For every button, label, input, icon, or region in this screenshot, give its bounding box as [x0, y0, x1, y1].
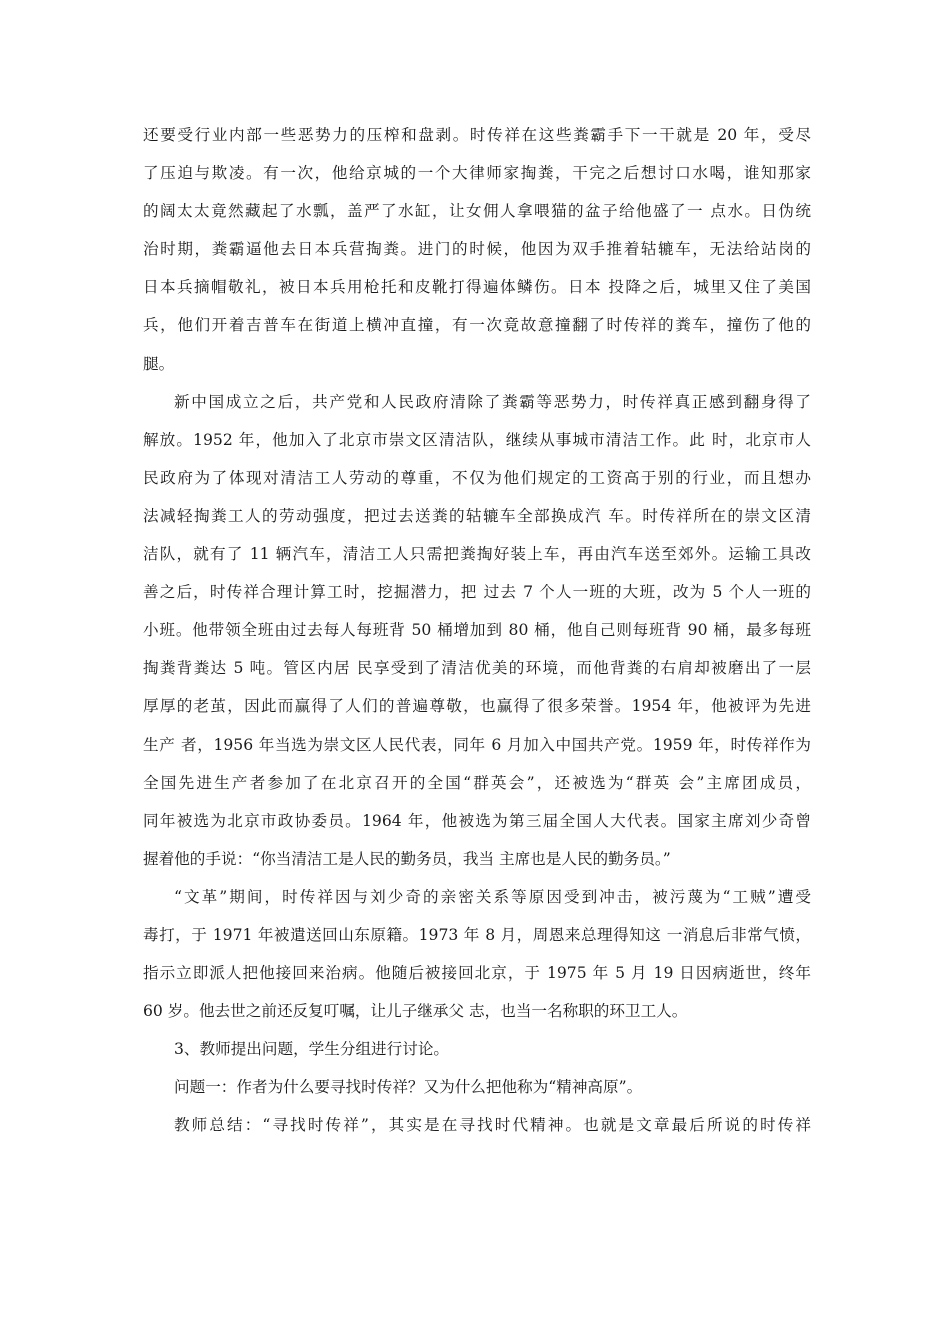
text-line: 洁队，就有了 11 辆汽车，清洁工人只需把粪掏好装上车，再由汽车送至郊外。运输工具改	[143, 545, 811, 564]
document-body	[143, 116, 811, 1145]
text-line: 生产 者，1956 年当选为崇文区人民代表，同年 6 月加入中国共产党。1959 年，时传祥作为	[143, 735, 811, 754]
text-line: 全国先进生产者参加了在北京召开的全国“群英会”，还被选为“群英 会”主席团成员，	[143, 773, 811, 792]
text-line: 治时期，粪霸逼他去日本兵营掏粪。进门的时候，他因为双手推着轱辘车，无法给站岗的	[143, 240, 811, 259]
text-line: 法减轻掏粪工人的劳动强度，把过去送粪的轱辘车全部换成汽 车。时传祥所在的崇文区清	[143, 506, 811, 525]
text-line: 小班。他带领全班由过去每人每班背 50 桶增加到 80 桶，他自己则每班背 90 桶，最多每班	[143, 621, 811, 640]
text-line: 3、教师提出问题，学生分组进行讨论。	[174, 1040, 450, 1059]
text-line: “文革”期间，时传祥因与刘少奇的亲密关系等原因受到冲击，被污蔑为“工贼”遭受	[174, 887, 811, 906]
text-line: 腿。	[143, 354, 175, 373]
text-line: 的阔太太竟然藏起了水瓢，盖严了水缸，让女佣人拿喂猫的盆子给他盛了一 点水。日伪统	[143, 202, 811, 221]
text-line: 解放。1952 年，他加入了北京市崇文区清洁队，继续从事城市清洁工作。此 时，北京市人	[143, 430, 811, 449]
text-line: 善之后，时传祥合理计算工时，挖掘潜力，把 过去 7 个人一班的大班，改为 5 个人一班的	[143, 583, 811, 602]
text-line: 民政府为了体现对清洁工人劳动的尊重，不仅为他们规定的工资高于别的行业，而且想办	[143, 468, 811, 487]
text-line: 日本兵摘帽敬礼，被日本兵用枪托和皮靴打得遍体鳞伤。日本 投降之后，城里又住了美国	[143, 278, 811, 297]
text-line: 指示立即派人把他接回来治病。他随后被接回北京，于 1975 年 5 月 19 日因病逝世，终年	[143, 964, 811, 983]
text-line: 了压迫与欺凌。有一次，他给京城的一个大律师家掏粪，干完之后想讨口水喝，谁知那家	[143, 164, 811, 183]
text-line: 兵，他们开着吉普车在街道上横冲直撞，有一次竟故意撞翻了时传祥的粪车，撞伤了他的	[143, 316, 811, 335]
text-line: 掏粪背粪达 5 吨。管区内居 民享受到了清洁优美的环境，而他背粪的右肩却被磨出了一层	[143, 659, 811, 678]
text-line: 同年被选为北京市政协委员。1964 年，他被选为第三届全国人大代表。国家主席刘少奇曾	[143, 811, 811, 830]
text-line: 厚厚的老茧，因此而赢得了人们的普遍尊敬，也赢得了很多荣誉。1954 年，他被评为先进	[143, 697, 811, 716]
text-line: 还要受行业内部一些恶势力的压榨和盘剥。时传祥在这些粪霸手下一干就是 20 年，受尽	[143, 126, 811, 144]
text-line: 问题一：作者为什么要寻找时传祥？又为什么把他称为“精神高原”。	[174, 1078, 643, 1097]
text-line: 教师总结：“寻找时传祥”，其实是在寻找时代精神。也就是文章最后所说的时传祥	[174, 1116, 811, 1135]
text-line: 60 岁。他去世之前还反复叮嘱，让儿子继承父 志，也当一名称职的环卫工人。	[143, 1002, 688, 1021]
text-line: 握着他的手说：“你当清洁工是人民的勤务员，我当 主席也是人民的勤务员。”	[143, 849, 671, 868]
text-line: 毒打，于 1971 年被遣送回山东原籍。1973 年 8 月，周恩来总理得知这 一消息后非常气愤，	[143, 925, 811, 944]
text-line: 新中国成立之后，共产党和人民政府清除了粪霸等恶势力，时传祥真正感到翻身得了	[174, 392, 811, 411]
